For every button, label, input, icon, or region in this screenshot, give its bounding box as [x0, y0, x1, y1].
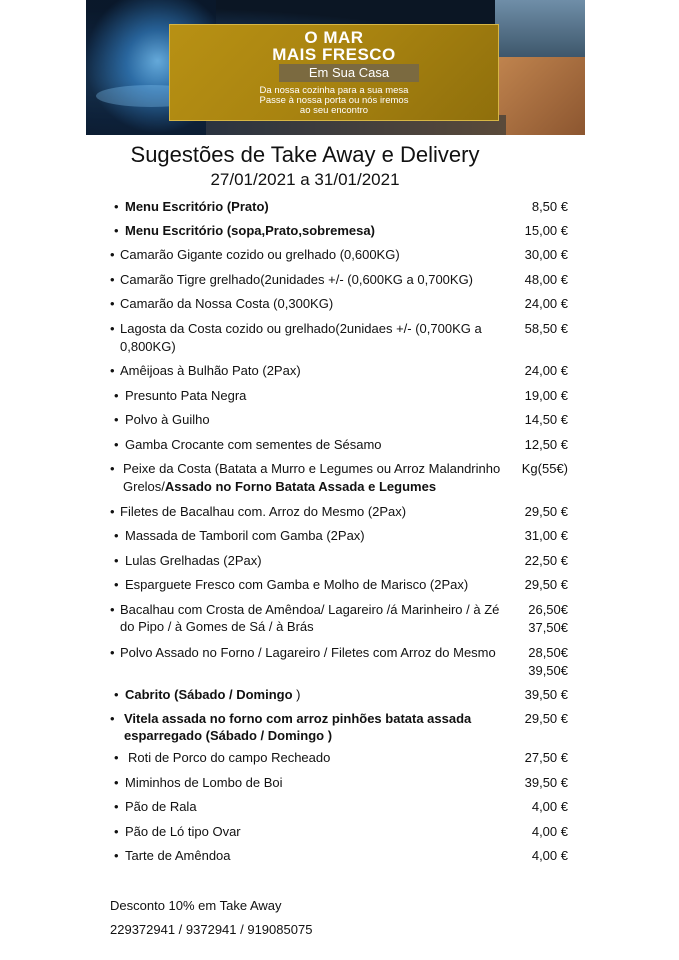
item-price-alt: 39,50€ [528, 663, 568, 678]
item-price: 28,50€ [528, 645, 568, 660]
bullet-icon: • [114, 824, 119, 839]
item-name: Tarte de Amêndoa [125, 848, 231, 863]
item-name: Massada de Tamboril com Gamba (2Pax) [125, 528, 365, 543]
promo-tagline-2: Passe à nossa porta ou nós iremos [259, 95, 409, 106]
item-name: Menu Escritório (Prato) [125, 199, 269, 214]
item-price: 30,00 € [524, 247, 568, 262]
item-price: 4,00 € [531, 824, 568, 839]
bullet-icon: • [114, 750, 119, 765]
item-name: Roti de Porco do campo Recheado [128, 750, 331, 765]
item-name-bold-part: Assado no Forno Batata Assada e Legumes [164, 479, 437, 494]
bullet-icon: • [110, 645, 115, 660]
item-price: 22,50 € [524, 553, 568, 568]
bullet-icon: • [114, 687, 119, 702]
item-name: Peixe da Costa (Batata a Murro e Legumes ou Arroz Malandrinho [123, 461, 501, 476]
bullet-icon: • [110, 247, 115, 262]
item-name [125, 686, 515, 704]
item-name: Camarão Gigante cozido ou grelhado (0,600KG) [120, 247, 400, 262]
bullet-icon: • [110, 321, 115, 336]
date-range: 27/01/2021 a 31/01/2021 [210, 170, 400, 189]
bullet-icon: • [114, 528, 119, 543]
item-name: Camarão Tigre grelhado(2unidades +/- (0,600KG a 0,700KG) [120, 272, 474, 287]
bullet-icon: • [110, 363, 115, 378]
discount-note: Desconto 10% em Take Away [110, 898, 282, 913]
item-name: Filetes de Bacalhau com. Arroz do Mesmo (2Pax) [120, 504, 407, 519]
window-image [495, 0, 585, 60]
bullet-icon: • [114, 775, 119, 790]
item-price: 58,50 € [524, 321, 568, 336]
item-name-bold-part: Cabrito (Sábado / Domingo [125, 687, 293, 702]
page-title: Sugestões de Take Away e Delivery [130, 142, 480, 167]
bullet-icon: • [110, 602, 115, 617]
item-name: Menu Escritório (sopa,Prato,sobremesa) [125, 223, 375, 238]
bullet-icon: • [114, 223, 119, 238]
item-name-continued: 0,800KG) [120, 339, 176, 354]
item-name: Miminhos de Lombo de Boi [125, 775, 283, 790]
item-name: Pão de Rala [125, 799, 197, 814]
item-name: Pão de Ló tipo Ovar [125, 824, 241, 839]
header-banner [86, 0, 585, 135]
item-name: Polvo Assado no Forno / Lagareiro / Filetes com Arroz do Mesmo [120, 645, 496, 660]
item-price: 29,50 € [524, 504, 568, 519]
item-price: 39,50 € [524, 687, 568, 702]
item-name: Presunto Pata Negra [125, 388, 247, 403]
item-price: 31,00 € [524, 528, 568, 543]
item-name-continued: esparregado (Sábado / Domingo ) [124, 728, 333, 743]
item-price: 29,50 € [524, 577, 568, 592]
item-price: 24,00 € [524, 363, 568, 378]
item-price: 19,00 € [524, 388, 568, 403]
bullet-icon: • [114, 412, 119, 427]
bullet-icon: • [114, 848, 119, 863]
item-name: Bacalhau com Crosta de Amêndoa/ Lagareiro /á Marinheiro / à Zé [120, 602, 500, 617]
item-price-alt: 37,50€ [528, 620, 568, 635]
bullet-icon: • [110, 461, 115, 476]
item-price: 29,50 € [524, 711, 568, 726]
bullet-icon: • [110, 296, 115, 311]
bullet-icon: • [114, 553, 119, 568]
item-name: Esparguete Fresco com Gamba e Molho de Marisco (2Pax) [125, 577, 469, 592]
bullet-icon: • [110, 711, 115, 726]
item-price: 15,00 € [524, 223, 568, 238]
promo-line-2: MAIS FRESCO [272, 45, 396, 64]
item-price: 39,50 € [524, 775, 568, 790]
promo-box [169, 24, 499, 121]
item-name-plain-part: ) [292, 687, 301, 702]
promo-tagline-1: Da nossa cozinha para a sua mesa [259, 85, 409, 96]
bullet-icon: • [114, 199, 119, 214]
item-name: Lulas Grelhadas (2Pax) [125, 553, 262, 568]
item-price: 24,00 € [524, 296, 568, 311]
item-name: Polvo à Guilho [125, 412, 210, 427]
item-name: Lagosta da Costa cozido ou grelhado(2unidaes +/- (0,700KG a [120, 321, 482, 336]
item-price: 12,50 € [524, 437, 568, 452]
item-name-continued [123, 478, 436, 496]
item-name: Gamba Crocante com sementes de Sésamo [125, 437, 382, 452]
phone-numbers: 229372941 / 9372941 / 919085075 [110, 922, 313, 937]
bullet-icon: • [114, 437, 119, 452]
promo-subtitle: Em Sua Casa [279, 64, 419, 82]
item-name: Camarão da Nossa Costa (0,300KG) [120, 296, 334, 311]
item-price: 14,50 € [524, 412, 568, 427]
bullet-icon: • [114, 388, 119, 403]
promo-tagline-3: ao seu encontro [299, 105, 369, 116]
item-price: 4,00 € [531, 799, 568, 814]
bullet-icon: • [110, 504, 115, 519]
item-price: 4,00 € [531, 848, 568, 863]
item-price: 48,00 € [524, 272, 568, 287]
item-price: Kg(55€) [521, 461, 568, 476]
bullet-icon: • [110, 272, 115, 287]
item-name: Vitela assada no forno com arroz pinhões batata assada [124, 711, 472, 726]
item-name: Amêijoas à Bulhão Pato (2Pax) [120, 363, 301, 378]
bullet-icon: • [114, 799, 119, 814]
promo-line-1: O MAR [304, 28, 364, 47]
item-price: 26,50€ [528, 602, 568, 617]
bullet-icon: • [114, 577, 119, 592]
item-name-continued: do Pipo / à Gomes de Sá / à Brás [120, 619, 314, 634]
item-name-plain-part: Grelos/ [123, 479, 165, 494]
item-price: 8,50 € [531, 199, 568, 214]
item-price: 27,50 € [524, 750, 568, 765]
